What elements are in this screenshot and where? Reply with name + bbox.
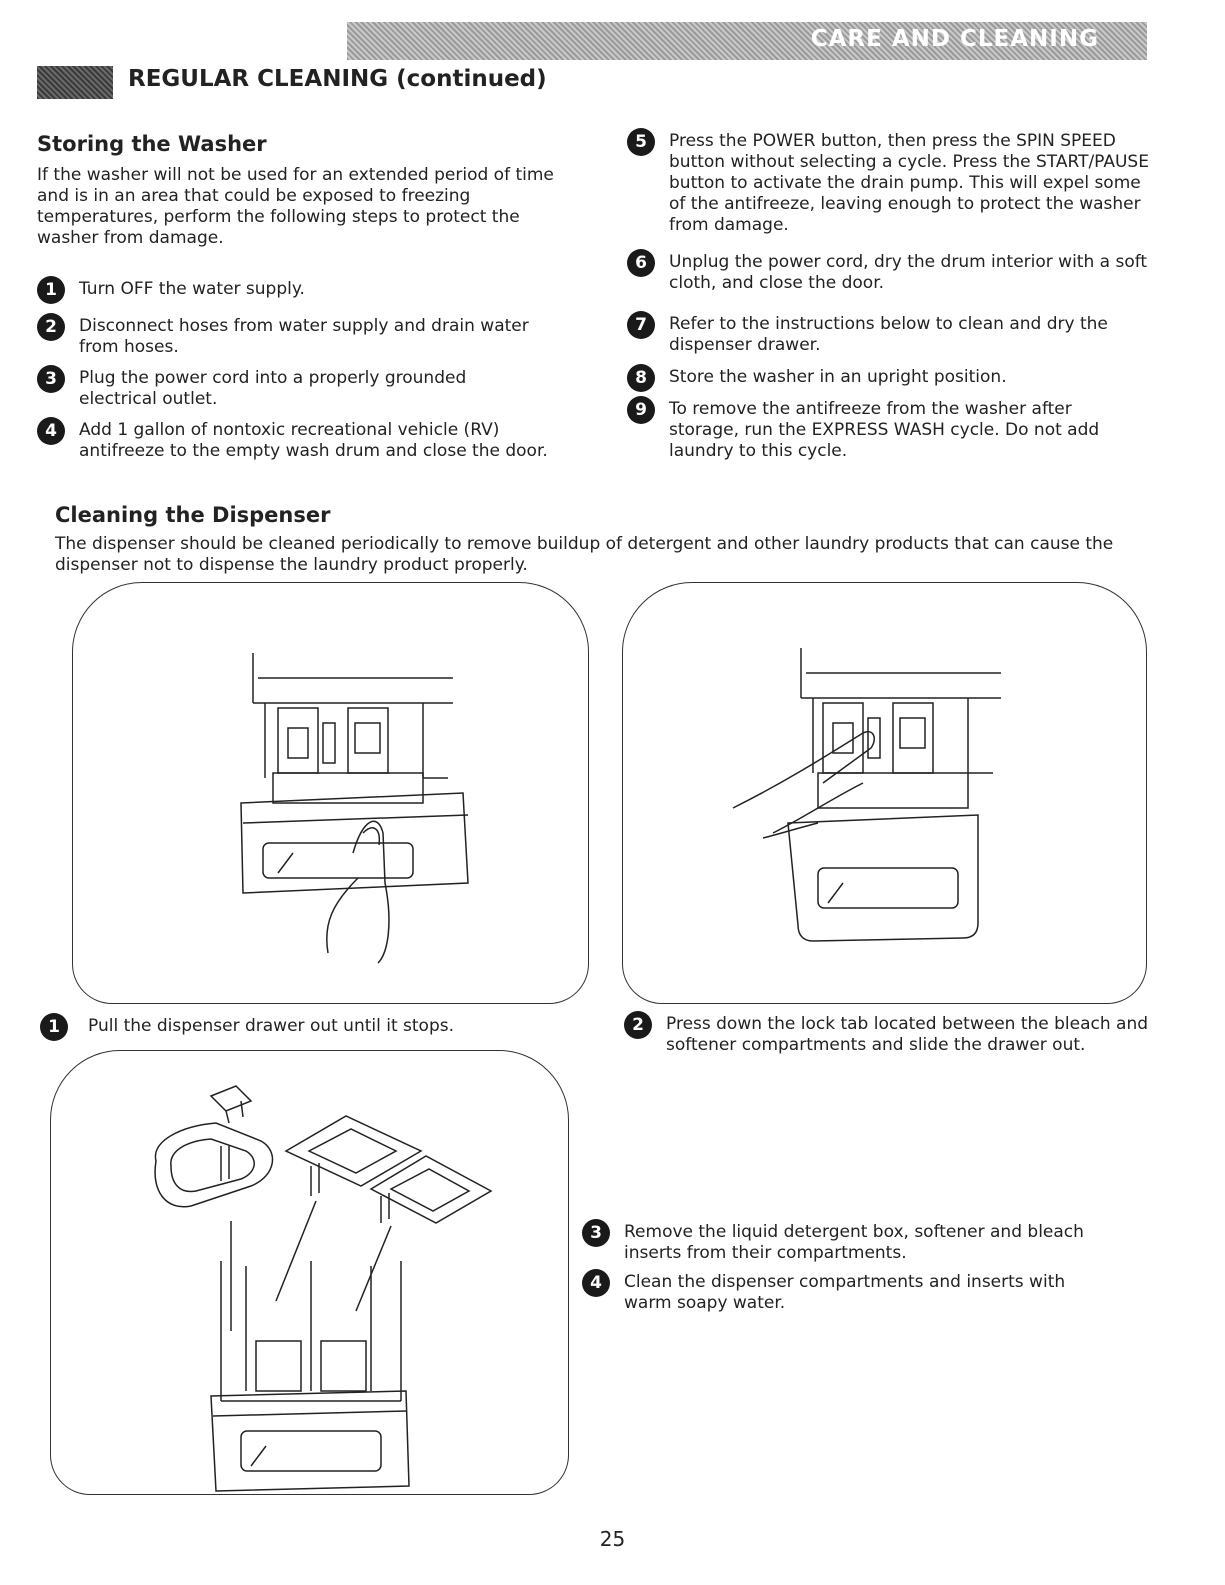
step-number-badge: 2 bbox=[624, 1011, 652, 1039]
inserts-drawing bbox=[51, 1051, 568, 1494]
section-banner-title: CARE AND CLEANING bbox=[810, 26, 1099, 52]
drawer-pull-drawing bbox=[73, 583, 588, 1003]
step-text: To remove the antifreeze from the washer after storage, run the EXPRESS WASH cycle. Do not add laundry to this cycle. bbox=[669, 399, 1100, 461]
step-number-badge: 1 bbox=[40, 1013, 68, 1041]
step-text: Unplug the power cord, dry the drum interior with a soft cloth, and close the door. bbox=[669, 252, 1148, 293]
step-number-badge: 7 bbox=[627, 311, 655, 339]
illustration-lock-tab bbox=[622, 582, 1147, 1004]
lock-tab-drawing bbox=[623, 583, 1146, 1003]
step-text: Remove the liquid detergent box, softener and bleach inserts from their compartments. bbox=[624, 1222, 1084, 1263]
storing-heading: Storing the Washer bbox=[37, 132, 267, 156]
step-number-badge: 4 bbox=[582, 1269, 610, 1297]
step-number-badge: 4 bbox=[37, 417, 65, 445]
step-text: Refer to the instructions below to clean and dry the dispenser drawer. bbox=[669, 314, 1108, 355]
step-number-badge: 6 bbox=[627, 249, 655, 277]
step-text: Press the POWER button, then press the SPIN SPEED button without selecting a cycle. Press the START/PAUSE button to activate the drain pump. This will expel some of the antifreeze, leaving enough to protect the washer from damage. bbox=[669, 131, 1149, 235]
step-text: Pull the dispenser drawer out until it stops. bbox=[88, 1016, 455, 1036]
section-marker bbox=[37, 66, 113, 99]
step-text: Add 1 gallon of nontoxic recreational vehicle (RV) antifreeze to the empty wash drum and close the door. bbox=[79, 420, 548, 461]
page-number: 25 bbox=[599, 1527, 626, 1551]
step-number-badge: 1 bbox=[37, 276, 65, 304]
step-number-badge: 3 bbox=[37, 365, 65, 393]
section-banner bbox=[347, 22, 1147, 60]
dispenser-heading: Cleaning the Dispenser bbox=[55, 503, 331, 527]
dispenser-intro: The dispenser should be cleaned periodically to remove buildup of detergent and other laundry products that can cause the dispenser not to dispense the laundry product properly. bbox=[55, 534, 1114, 575]
step-number-badge: 5 bbox=[627, 128, 655, 156]
step-number-badge: 9 bbox=[627, 396, 655, 424]
storing-intro: If the washer will not be used for an extended period of time and is in an area that could be exposed to freezing temperatures, perform the following steps to protect the washer from damage. bbox=[37, 165, 554, 248]
step-text: Press down the lock tab located between the bleach and softener compartments and slide the drawer out. bbox=[666, 1014, 1149, 1055]
illustration-drawer-inserts bbox=[50, 1050, 569, 1495]
step-text: Plug the power cord into a properly grounded electrical outlet. bbox=[79, 368, 467, 409]
step-text: Disconnect hoses from water supply and drain water from hoses. bbox=[79, 316, 529, 357]
step-number-badge: 8 bbox=[627, 364, 655, 392]
step-text: Store the washer in an upright position. bbox=[669, 367, 1007, 387]
step-text: Turn OFF the water supply. bbox=[79, 279, 305, 299]
step-number-badge: 2 bbox=[37, 313, 65, 341]
page-title: REGULAR CLEANING (continued) bbox=[128, 66, 547, 92]
illustration-pull-drawer bbox=[72, 582, 589, 1004]
step-text: Clean the dispenser compartments and inserts with warm soapy water. bbox=[624, 1272, 1066, 1313]
step-number-badge: 3 bbox=[582, 1219, 610, 1247]
